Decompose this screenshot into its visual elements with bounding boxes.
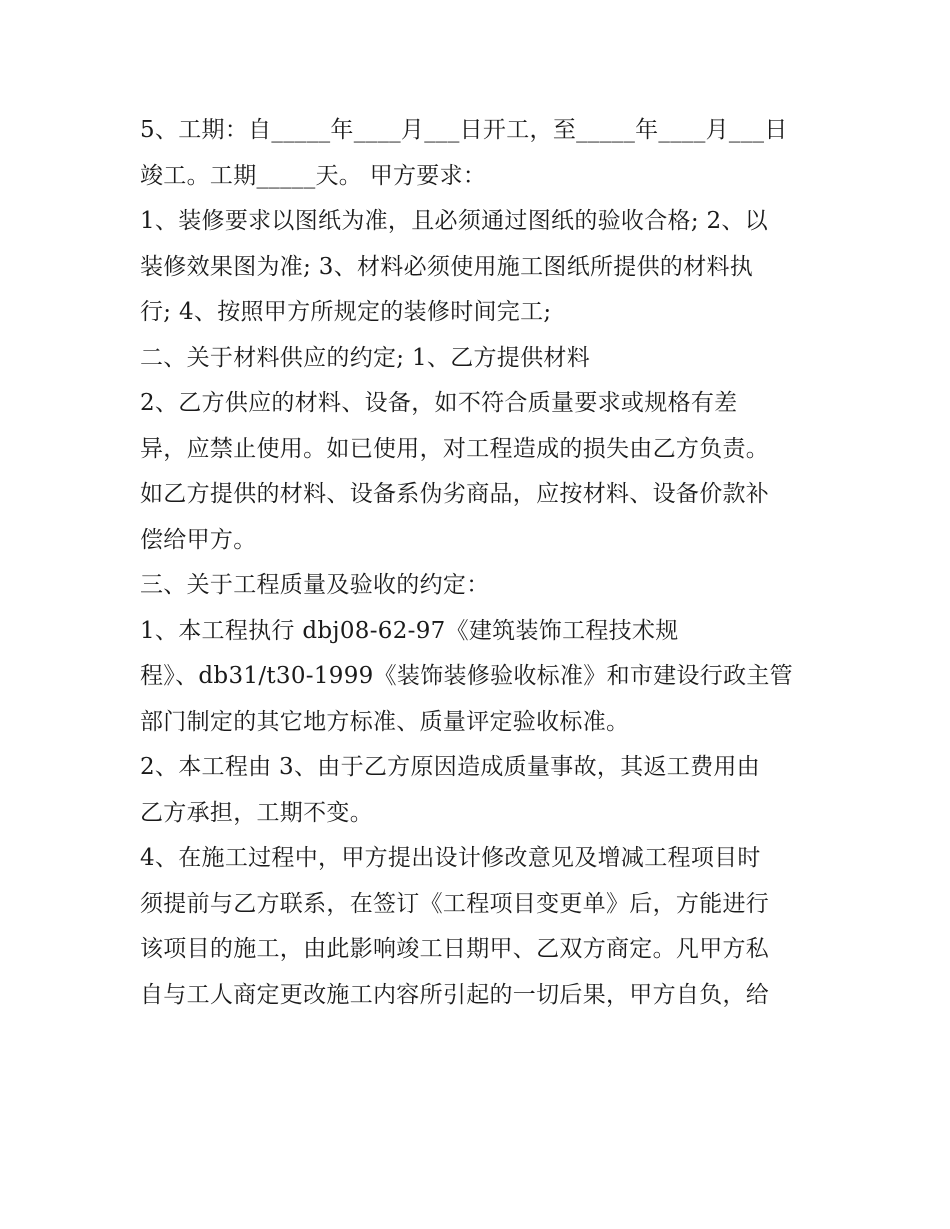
text-line-requirement-2: 装修效果图为准; 3、材料必须使用施工图纸所提供的材料执 xyxy=(140,253,754,280)
text-line-change-1: 4、在施工过程中，甲方提出设计修改意见及增减工程项目时 xyxy=(140,845,761,871)
text-line-quality-5: 乙方承担，工期不变。 xyxy=(140,799,373,826)
section-heading-material-supply: 二、关于材料供应的约定; 1、乙方提供材料 xyxy=(140,344,590,371)
text-line-material-1: 2、乙方供应的材料、设备，如不符合质量要求或规格有差 xyxy=(140,390,738,416)
text-line-quality-1: 1、本工程执行 dbj08-62-97《建筑装饰工程技术规 xyxy=(140,617,679,644)
contract-text xyxy=(140,108,820,1018)
section-heading-quality-acceptance: 三、关于工程质量及验收的约定： xyxy=(140,572,490,598)
text-line-requirement-3: 行; 4、按照甲方所规定的装修时间完工; xyxy=(140,299,552,325)
text-line-requirement-1: 1、装修要求以图纸为准，且必须通过图纸的验收合格; 2、以 xyxy=(140,208,769,234)
text-line-completion: 竣工。工期_____天。 甲方要求： xyxy=(140,162,487,189)
text-line-material-4: 偿给甲方。 xyxy=(140,526,257,553)
text-line-change-4: 自与工人商定更改施工内容所引起的一切后果，甲方自负，给 xyxy=(140,981,770,1008)
text-line-quality-3: 部门制定的其它地方标准、质量评定验收标准。 xyxy=(140,708,630,735)
text-line-material-3: 如乙方提供的材料、设备系伪劣商品，应按材料、设备价款补 xyxy=(140,481,770,507)
text-line-construction-period: 5、工期：自_____年____月___日开工，至_____年____月___日 xyxy=(140,117,788,143)
text-line-change-3: 该项目的施工，由此影响竣工日期甲、乙双方商定。凡甲方私 xyxy=(140,936,770,962)
text-line-change-2: 须提前与乙方联系，在签订《工程项目变更单》后，方能进行 xyxy=(140,890,770,917)
text-line-quality-2: 程》、db31/t30-1999《装饰装修验收标准》和市建设行政主管 xyxy=(140,663,793,689)
text-line-material-2: 异，应禁止使用。如已使用，对工程造成的损失由乙方负责。 xyxy=(140,435,770,462)
text-line-quality-4: 2、本工程由 3、由于乙方原因造成质量事故，其返工费用由 xyxy=(140,754,760,780)
